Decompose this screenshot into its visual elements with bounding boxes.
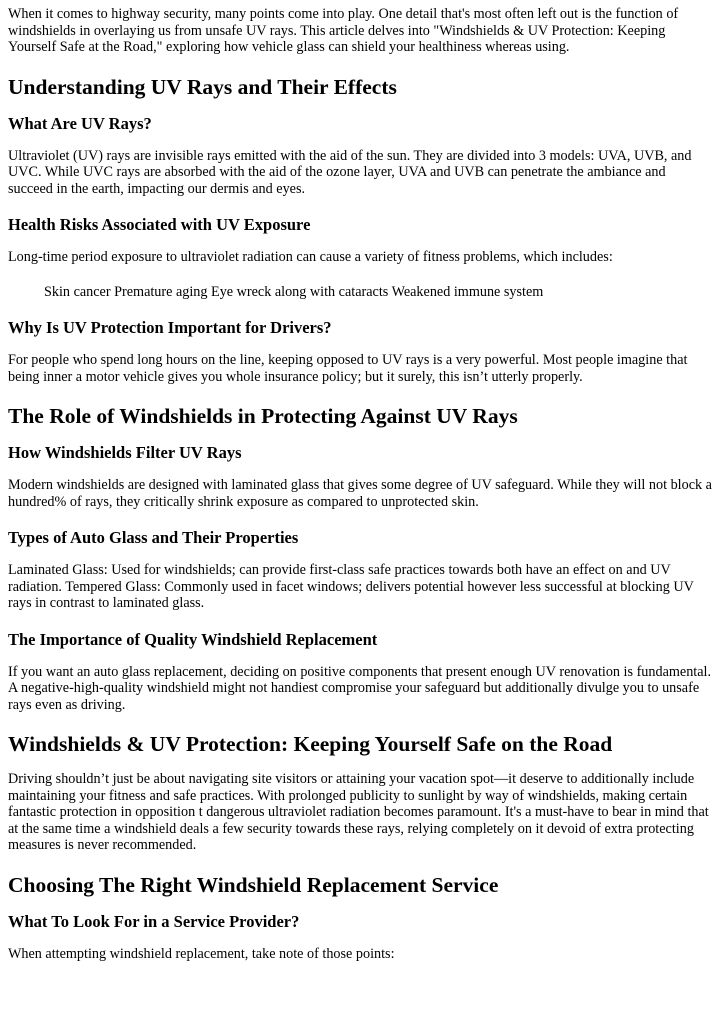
section-heading-role-of-windshields: The Role of Windshields in Protecting Against UV Rays [8,404,518,428]
intro-paragraph: When it comes to highway security, many points come into play. One detail that's most often left out is the function of windshields in overlaying us from unsafe UV rays. This article delves into "Windshields & UV Protection: Keeping Yourself Safe at the Road," exploring how vehicle glass can shield your healthiness whereas using. [8,6,679,55]
subheading-types-of-glass: Types of Auto Glass and Their Properties [8,528,299,547]
section-heading-keeping-safe: Windshields & UV Protection: Keeping Yourself Safe on the Road [8,732,613,756]
paragraph-keeping-safe: Driving shouldn’t just be about navigating site visitors or attaining your vacation spot—it deserve to additionally include maintaining your fitness and safe practices. With prolonged publicity to sunlight by way of windshields, making certain fantastic protection in opposition t dangerous ultraviolet radiation becomes paramount. It's a must-have to bear in mind that at the same time a windshield deals a few security towards these rays, relying completely on it devoid of extra protecting measures is never recommended. [8,771,709,853]
subheading-why-protection: Why Is UV Protection Important for Drivers? [8,318,332,337]
subheading-health-risks: Health Risks Associated with UV Exposure [8,215,311,234]
paragraph-importance-replacement: If you want an auto glass replacement, deciding on positive components that present enough UV renovation is fundamental. A negative-high-quality windshield might not handiest compromise your safeguard but additionally divulge you to unsafe rays even as driving. [8,663,712,713]
paragraph-what-are-uv-rays: Ultraviolet (UV) rays are invisible rays emitted with the aid of the sun. They are divided into 3 models: UVA, UVB, and UVC. While UVC rays are absorbed with the aid of the ozone layer, UVA and UVB can penetrate the ambiance and succeed in the earth, impacting our dermis and eyes. [8,147,692,197]
paragraph-health-risks: Long-time period exposure to ultraviolet radiation can cause a variety of fitness problems, which includes: [8,249,613,265]
section-heading-understanding: Understanding UV Rays and Their Effects [8,74,397,99]
health-risks-list: Skin cancer Premature aging Eye wreck along with cataracts Weakened immune system [44,283,544,300]
subheading-what-are-uv-rays: What Are UV Rays? [8,113,152,133]
paragraph-how-filter: Modern windshields are designed with laminated glass that gives some degree of UV safeguard. While they will not block a hundred% of rays, they critically shrink exposure as compared to unprotected skin. [8,477,712,510]
subheading-how-filter: How Windshields Filter UV Rays [8,443,242,462]
paragraph-why-protection: For people who spend long hours on the line, keeping opposed to UV rays is a very powerful. Most people imagine that being inner a motor vehicle gives you whole insurance policy; but it surely, this isn’t utterly properly. [8,352,688,385]
section-heading-choosing-service: Choosing The Right Windshield Replacement Service [8,872,499,897]
subheading-importance-replacement: The Importance of Quality Windshield Replacement [8,629,378,649]
subheading-what-to-look-for: What To Look For in a Service Provider? [8,911,300,931]
paragraph-what-to-look-for: When attempting windshield replacement, take note of those points: [8,945,395,962]
paragraph-types-of-glass: Laminated Glass: Used for windshields; can provide first-class safe practices towards both have an effect on and UV radiation. Tempered Glass: Commonly used in facet windows; delivers potential however less successful at blocking UV rays in contrast to laminated glass. [8,562,694,611]
